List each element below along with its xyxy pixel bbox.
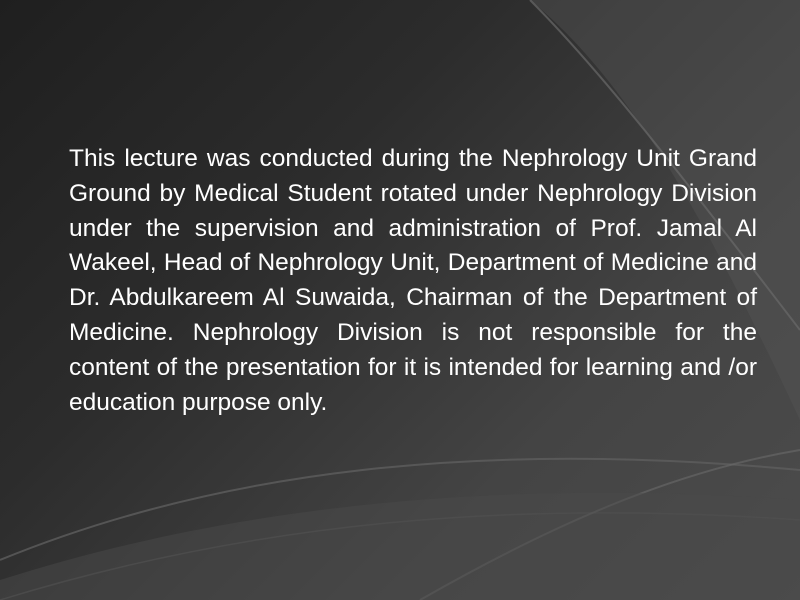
body-text: This lecture was conducted during the Nephrology Unit Grand Ground by Medical Student rotated under Nephrology Division under the supervision and administration of Prof. Jamal Al Wakeel, Head of Nephrology Unit, Department of Medicine and Dr. Abdulkareem Al Suwaida, Chairman of the Department of Medicine. Nephrology Division is not responsible for the content of the presentation for it is intended for learning and /or education purpose only.: [69, 145, 757, 416]
